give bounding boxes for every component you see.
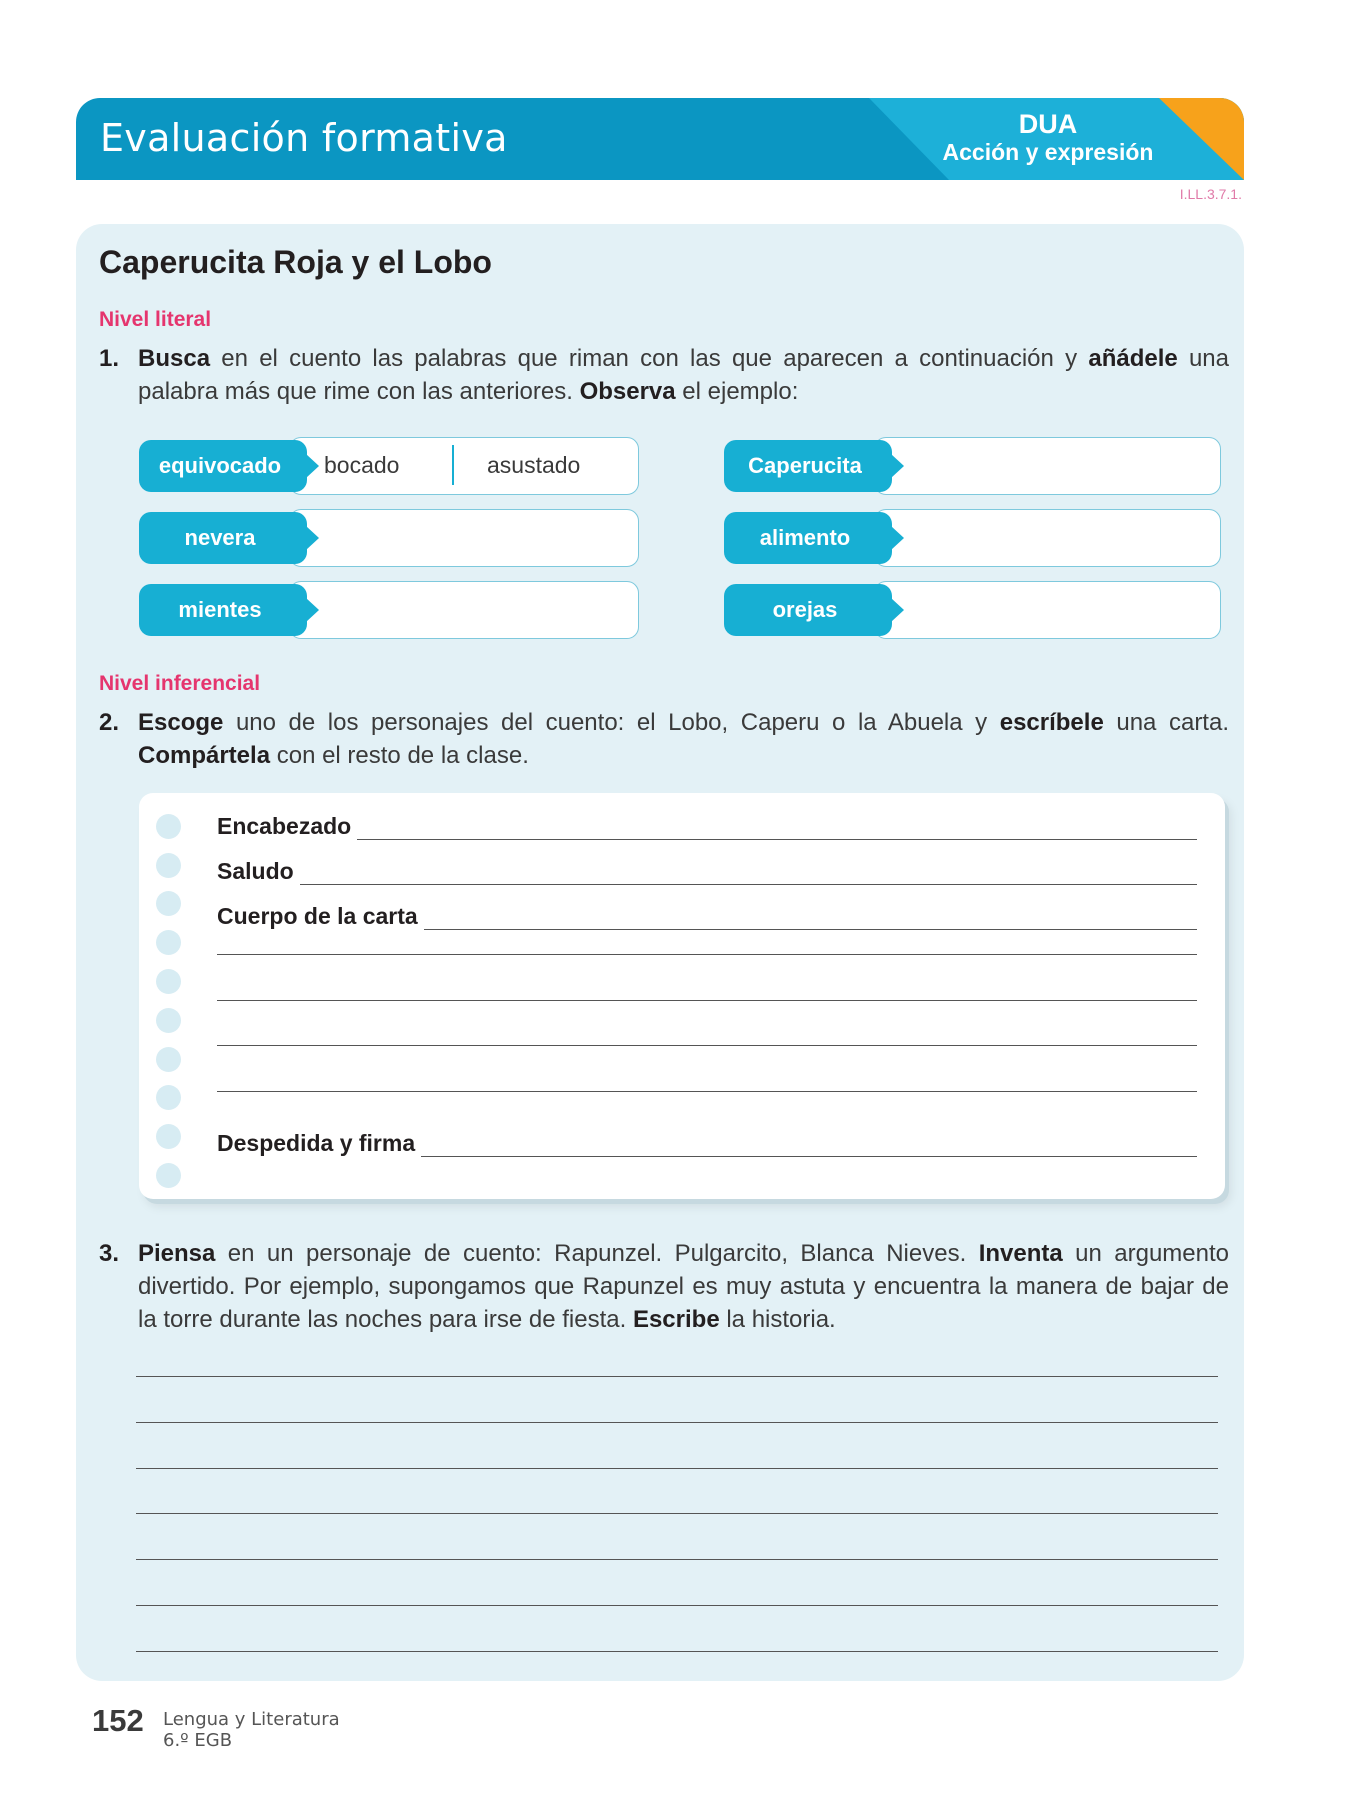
rhyme-answer-2: asustado — [487, 452, 581, 478]
rhyme-row — [139, 437, 639, 495]
rhyme-row — [724, 581, 1224, 639]
rhyme-word: equivocado — [139, 440, 307, 492]
subject-name: Lengua y Literatura — [163, 1709, 340, 1730]
page-number: 152 — [92, 1703, 144, 1738]
letter-field-body[interactable] — [217, 903, 1197, 930]
dua-title: DUA — [1018, 109, 1078, 139]
dua-subtitle: Acción y expresión — [942, 139, 1154, 165]
q1-verb-1: Busca — [138, 345, 211, 372]
binder-hole — [156, 891, 181, 916]
rhyme-word: nevera — [139, 512, 307, 564]
rhyme-row — [139, 509, 639, 567]
q3-verb-3: Escribe — [632, 1306, 720, 1333]
binder-hole — [156, 1124, 181, 1149]
q1-text-3: el ejemplo: — [675, 378, 799, 405]
write-line[interactable] — [217, 1045, 1197, 1046]
letter-card — [139, 793, 1225, 1199]
q2-verb-1: Escoge — [138, 709, 224, 736]
rhyme-word: Caperucita — [724, 440, 892, 492]
story-write-line[interactable] — [136, 1376, 1218, 1377]
q3-text-3: la historia. — [719, 1306, 836, 1333]
q2-text-2: una carta. — [1103, 709, 1229, 736]
binder-hole — [156, 814, 181, 839]
dua-badge — [918, 110, 1178, 166]
binder-hole — [156, 1008, 181, 1033]
write-line[interactable] — [217, 954, 1197, 955]
indicator-code: I.LL.3.7.1. — [1179, 186, 1242, 202]
rhyme-answer-box[interactable] — [874, 581, 1221, 639]
story-write-line[interactable] — [136, 1651, 1218, 1652]
header-banner — [76, 98, 1244, 180]
question-number: 2. — [99, 709, 120, 736]
q2-verb-2: escríbele — [999, 709, 1104, 736]
write-line[interactable] — [217, 1000, 1197, 1001]
q1-verb-3: Observa — [579, 378, 676, 405]
write-line — [424, 912, 1197, 930]
rhyme-word: orejas — [724, 584, 892, 636]
field-label: Saludo — [217, 858, 294, 884]
letter-field-closing[interactable] — [217, 1130, 1197, 1157]
binder-hole — [156, 1085, 181, 1110]
rhyme-row — [724, 437, 1224, 495]
write-line[interactable] — [217, 1091, 1197, 1092]
rhyme-answer-box[interactable] — [289, 509, 639, 567]
rhyme-word: mientes — [139, 584, 307, 636]
q3-text-1: en un personaje de cuento: Rapunzel. Pulgarcito, Blanca Nieves. — [215, 1240, 979, 1267]
rhyme-answer-box[interactable] — [289, 581, 639, 639]
write-line — [300, 867, 1197, 885]
level-literal: Nivel literal — [99, 308, 212, 331]
rhyme-answer-box[interactable] — [874, 437, 1221, 495]
binder-hole — [156, 969, 181, 994]
binder-hole — [156, 930, 181, 955]
story-write-line[interactable] — [136, 1468, 1218, 1469]
rhyme-answer-box[interactable] — [874, 509, 1221, 567]
story-write-line[interactable] — [136, 1559, 1218, 1560]
level-inferential: Nivel inferencial — [99, 672, 261, 695]
binder-hole — [156, 1163, 181, 1188]
grade-level: 6.º EGB — [163, 1730, 233, 1751]
question-2 — [99, 706, 1229, 772]
letter-field-heading[interactable] — [217, 813, 1197, 840]
story-write-line[interactable] — [136, 1605, 1218, 1606]
story-write-line[interactable] — [136, 1513, 1218, 1514]
rhyme-answer-1: bocado — [324, 452, 400, 478]
question-1 — [99, 342, 1229, 408]
q1-verb-2: añádele — [1088, 345, 1178, 372]
section-title: Evaluación formativa — [100, 116, 508, 160]
field-label: Despedida y firma — [217, 1130, 416, 1156]
question-number: 1. — [99, 345, 120, 372]
story-write-line[interactable] — [136, 1422, 1218, 1423]
question-3 — [99, 1237, 1229, 1336]
write-line — [421, 1139, 1197, 1157]
field-label: Encabezado — [217, 813, 352, 839]
q3-text-2: un argumento divertido. Por ejemplo, supongamos que Rapunzel es muy astuta y encuentra la manera de bajar de la torre durante las noches para irse de fiesta. — [138, 1240, 1229, 1333]
rhyme-row — [139, 581, 639, 639]
letter-field-greeting[interactable] — [217, 858, 1197, 885]
q1-text-2: una palabra más que rime con las anteriores. — [138, 345, 1230, 405]
q1-text-1: en el cuento las palabras que riman con las que aparecen a continuación y — [210, 345, 1089, 372]
q3-verb-2: Inventa — [978, 1240, 1063, 1267]
write-line — [357, 822, 1197, 840]
q2-text-3: con el resto de la clase. — [270, 742, 529, 769]
subject-info — [163, 1709, 340, 1751]
q2-verb-3: Compártela — [138, 742, 271, 769]
question-number: 3. — [99, 1240, 120, 1267]
binder-hole — [156, 853, 181, 878]
rhyme-row — [724, 509, 1224, 567]
field-label: Cuerpo de la carta — [217, 903, 418, 929]
rhyme-word: alimento — [724, 512, 892, 564]
answer-divider — [452, 445, 454, 485]
binder-hole — [156, 1047, 181, 1072]
story-title: Caperucita Roja y el Lobo — [99, 244, 492, 280]
q2-text-1: uno de los personajes del cuento: el Lobo, Caperu o la Abuela y — [223, 709, 1000, 736]
q3-verb-1: Piensa — [138, 1240, 216, 1267]
